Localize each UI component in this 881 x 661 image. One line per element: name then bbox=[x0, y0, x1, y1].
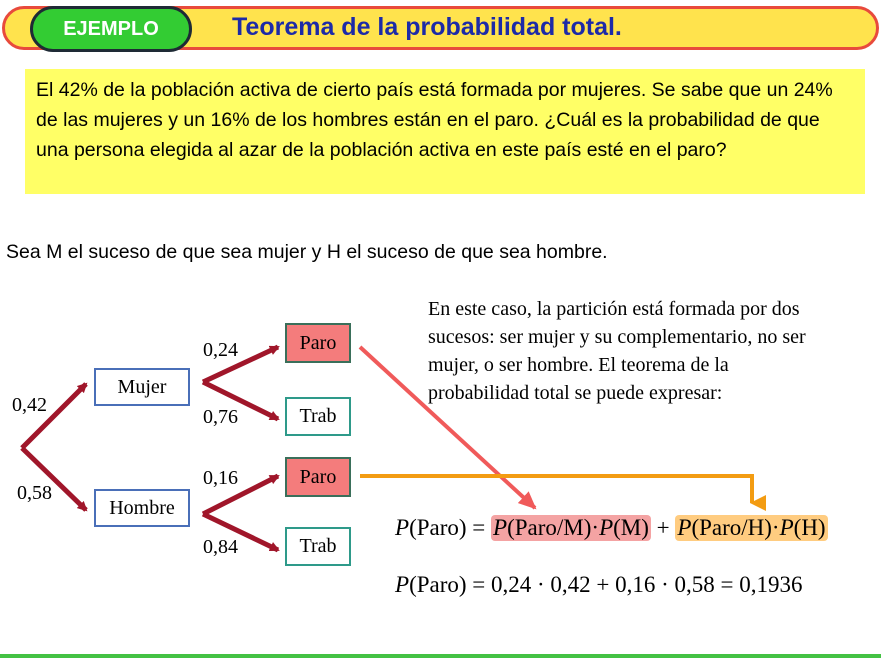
prob-hombre-paro: 0,16 bbox=[203, 467, 238, 489]
result-p: P bbox=[395, 572, 410, 597]
intro-text: Sea M el suceso de que sea mujer y H el suceso de que sea hombre. bbox=[6, 241, 608, 263]
formula-term2-arg1: (Paro/H)· bbox=[691, 515, 780, 540]
node-hombre-paro: Paro bbox=[285, 457, 351, 497]
formula-term1-p2: P bbox=[599, 515, 614, 540]
formula-term1-arg1: (Paro/M)· bbox=[507, 515, 600, 540]
formula-plus: + bbox=[656, 515, 670, 540]
explanation-text: En este caso, la partición está formada por dos sucesos: ser mujer y su complementario, no ser mujer, o ser hombre. El teorema de la probabilidad total se puede expresar: bbox=[428, 298, 806, 404]
ejemplo-badge: EJEMPLO bbox=[30, 6, 192, 52]
prob-mujer-paro: 0,24 bbox=[203, 339, 238, 361]
formula-term-hombre bbox=[675, 515, 827, 541]
prob-hombre: 0,58 bbox=[17, 482, 52, 504]
red-arrow bbox=[360, 347, 535, 508]
node-mujer-paro: Paro bbox=[285, 323, 351, 363]
page-title: Teorema de la probabilidad total. bbox=[232, 13, 622, 41]
footer-line bbox=[0, 654, 881, 658]
result bbox=[395, 572, 803, 598]
formula-term2-p2: P bbox=[779, 515, 794, 540]
orange-arrow bbox=[360, 476, 752, 503]
result-text: (Paro) = 0,24 · 0,42 + 0,16 · 0,58 = 0,1936 bbox=[409, 572, 803, 597]
formula-lhs-p: P bbox=[395, 515, 410, 540]
problem-statement: El 42% de la población activa de cierto país está formada por mujeres. Se sabe que un 24% de las mujeres y un 16% de los hombres están en el paro. ¿Cuál es la probabilidad de que una persona elegida al azar de la población activa en este país esté en el paro? bbox=[25, 69, 865, 194]
formula-term-mujer bbox=[491, 515, 651, 541]
node-mujer: Mujer bbox=[94, 368, 190, 406]
node-hombre-trab: Trab bbox=[285, 527, 351, 566]
prob-mujer: 0,42 bbox=[12, 394, 47, 416]
node-hombre: Hombre bbox=[94, 489, 190, 527]
formula-term2-arg2: (H) bbox=[793, 515, 826, 540]
node-mujer-trab: Trab bbox=[285, 397, 351, 436]
prob-hombre-trab: 0,84 bbox=[203, 536, 238, 558]
formula-term2-p1: P bbox=[677, 515, 692, 540]
prob-mujer-trab: 0,76 bbox=[203, 406, 238, 428]
formula-lhs-arg: (Paro) = bbox=[409, 515, 486, 540]
formula bbox=[395, 515, 828, 541]
formula-term1-arg2: (M) bbox=[613, 515, 649, 540]
formula-term1-p1: P bbox=[493, 515, 508, 540]
